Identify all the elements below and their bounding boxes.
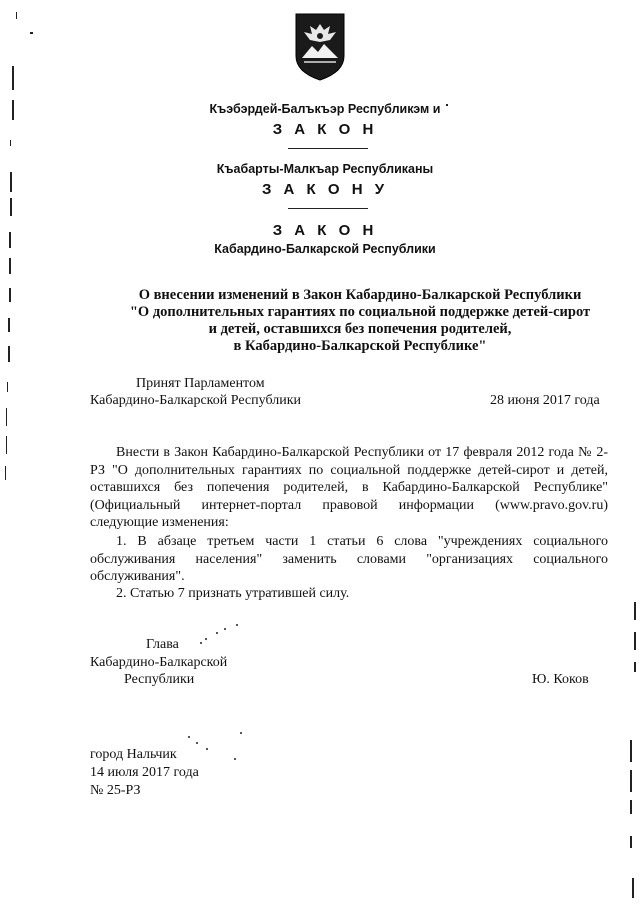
russian-law-heading: З А К О Н [272, 222, 378, 239]
law-title-line: О внесении изменений в Закон Кабардино-Балкарской Республики [138, 287, 582, 303]
signatory-name: Ю. Коков [532, 672, 589, 687]
adoption-line: Кабардино-Балкарской Республики [90, 393, 301, 408]
balkar-law-heading: З А К О Н У [261, 181, 389, 198]
adoption-date: 28 июня 2017 года [490, 393, 600, 408]
russian-republic-heading: Кабардино-Балкарской Республики [214, 242, 436, 256]
header-divider [288, 208, 368, 209]
amendment-item: 2. Статью 7 признать утратившей силу. [116, 586, 350, 601]
law-title-line: и детей, оставшихся без попечения родителей, [208, 321, 512, 337]
signature-title: Глава [146, 637, 179, 652]
kabardian-law-heading: З А К О Н [272, 121, 378, 138]
header-divider [288, 148, 368, 149]
law-title-line: "О дополнительных гарантиях по социальной поддержке детей-сирот [129, 304, 591, 320]
footer-date: 14 июля 2017 года [90, 765, 199, 780]
law-number: № 25-РЗ [90, 783, 141, 798]
balkar-republic-heading: Къабарты-Малкъар Республиканы [216, 162, 434, 176]
footer-city: город Нальчик [90, 747, 177, 762]
intro-paragraph: Внести в Закон Кабардино-Балкарской Республики от 17 февраля 2012 года № 2-РЗ "О дополнительных гарантиях по социальной поддержке детей-сирот и детей, оставшихся без попечения родителей, в Кабардино-Балкарской Республике" (Официальный интернет-портал правовой информации (www.pravo.gov.ru) следующие изменения: [90, 445, 608, 530]
signature-title: Кабардино-Балкарской [90, 655, 228, 670]
signature-title: Республики [124, 672, 195, 687]
kabardian-republic-heading: Къэбэрдей-Балъкъэр Республикэм и [209, 102, 441, 116]
amendment-item: 1. В абзаце третьем части 1 статьи 6 слова "учреждениях социального обслуживания населения" заменить словами "организациях социального обслуживания". [90, 534, 608, 584]
coat-of-arms-icon [294, 12, 346, 82]
law-title-line: в Кабардино-Балкарской Республике" [233, 338, 487, 354]
adoption-line: Принят Парламентом [136, 376, 265, 391]
